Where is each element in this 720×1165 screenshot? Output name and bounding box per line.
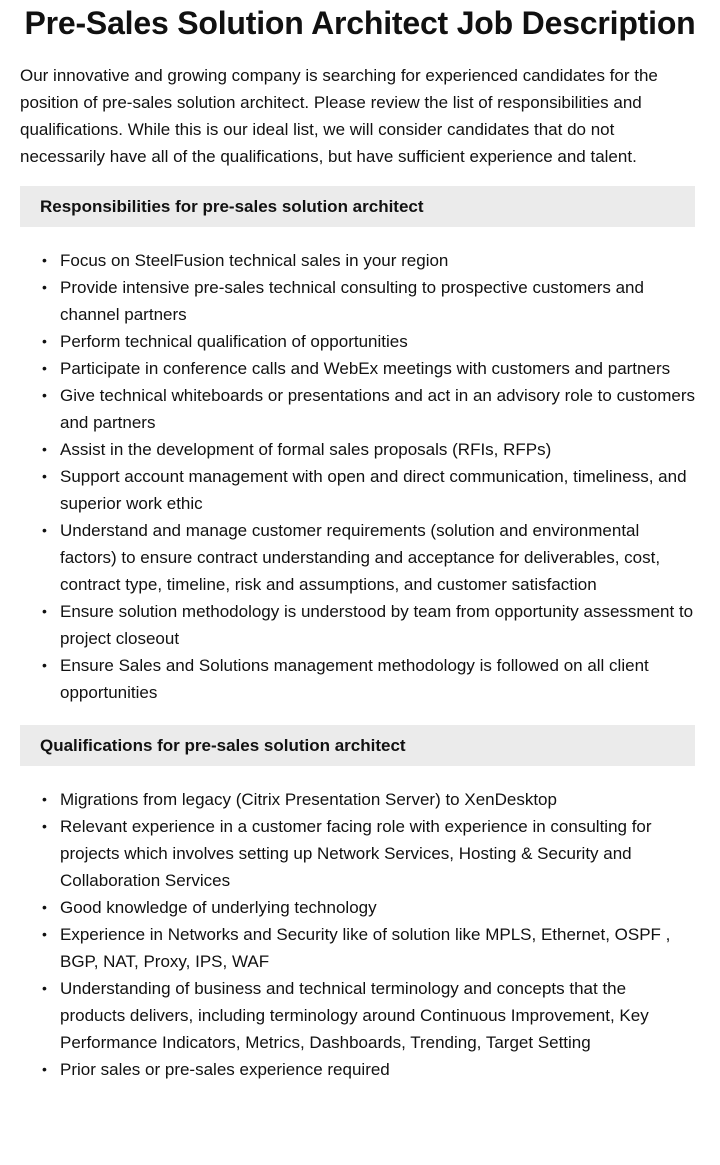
list-item-text: Give technical whiteboards or presentations and act in an advisory role to customers and partners (60, 386, 695, 432)
list-item-text: Ensure solution methodology is understood by team from opportunity assessment to project closeout (60, 602, 694, 648)
list-item (42, 463, 695, 517)
list-item-text: Participate in conference calls and WebEx meetings with customers and partners (60, 359, 671, 378)
list-item (42, 975, 695, 1056)
bullet-icon: • (42, 603, 47, 619)
list-item (42, 652, 695, 706)
list-item (42, 436, 695, 463)
list-item-text: Experience in Networks and Security like of solution like MPLS, Ethernet, OSPF , BGP, NAT, Proxy, IPS, WAF (60, 925, 671, 971)
bullet-icon: • (42, 522, 47, 538)
list-item (42, 786, 695, 813)
list-item-text: Understanding of business and technical terminology and concepts that the products delivers, including terminology around Continuous Improvement, Key Performance Indicators, Metrics, Dashboards, Trending, Target Setting (60, 979, 649, 1052)
list-item-text: Provide intensive pre-sales technical consulting to prospective customers and channel partners (60, 278, 644, 324)
list-item-text: Migrations from legacy (Citrix Presentation Server) to XenDesktop (60, 790, 557, 809)
list-item (42, 517, 695, 598)
list-item (42, 382, 695, 436)
list-item-text: Understand and manage customer requirements (solution and environmental factors) to ensure contract understanding and acceptance for deliverables, cost, contract type, timeline, risk and assumptions, and customer satisfaction (60, 521, 661, 594)
intro-paragraph: Our innovative and growing company is searching for experienced candidates for the position of pre-sales solution architect. Please review the list of responsibilities and qualifications. While this is our ideal list, we will consider candidates that do not necessarily have all of the qualifications, but have sufficient experience and talent. (20, 66, 658, 166)
bullet-icon: • (42, 818, 47, 834)
list-item-text: Relevant experience in a customer facing role with experience in consulting for projects which involves setting up Network Services, Hosting & Security and Collaboration Services (60, 817, 652, 890)
bullet-icon: • (42, 1061, 47, 1077)
list-item (42, 355, 695, 382)
list-item-text: Ensure Sales and Solutions management methodology is followed on all client opportunities (60, 656, 649, 702)
bullet-icon: • (42, 899, 47, 915)
bullet-icon: • (42, 279, 47, 295)
list-item (42, 921, 695, 975)
qualifications-list (20, 786, 695, 1083)
list-item-text: Assist in the development of formal sales proposals (RFIs, RFPs) (60, 440, 552, 459)
bullet-icon: • (42, 468, 47, 484)
list-item-text: Focus on SteelFusion technical sales in your region (60, 251, 449, 270)
list-item (42, 813, 695, 894)
qualifications-heading-label: Qualifications for pre-sales solution architect (40, 735, 406, 755)
list-item-text: Prior sales or pre-sales experience required (60, 1060, 390, 1079)
list-item (42, 1056, 695, 1083)
responsibilities-heading (20, 186, 695, 227)
bullet-icon: • (42, 333, 47, 349)
list-item (42, 598, 695, 652)
bullet-icon: • (42, 791, 47, 807)
list-item (42, 247, 695, 274)
bullet-icon: • (42, 387, 47, 403)
list-item (42, 894, 695, 921)
bullet-icon: • (42, 441, 47, 457)
responsibilities-list (20, 247, 695, 706)
page-title: Pre-Sales Solution Architect Job Description (24, 5, 696, 41)
list-item-text: Perform technical qualification of opportunities (60, 332, 408, 351)
responsibilities-heading-label: Responsibilities for pre-sales solution architect (40, 196, 424, 216)
bullet-icon: • (42, 980, 47, 996)
bullet-icon: • (42, 926, 47, 942)
bullet-icon: • (42, 360, 47, 376)
qualifications-heading (20, 725, 695, 766)
list-item-text: Good knowledge of underlying technology (60, 898, 377, 917)
list-item (42, 328, 695, 355)
bullet-icon: • (42, 252, 47, 268)
list-item (42, 274, 695, 328)
bullet-icon: • (42, 657, 47, 673)
list-item-text: Support account management with open and direct communication, timeliness, and superior work ethic (60, 467, 687, 513)
